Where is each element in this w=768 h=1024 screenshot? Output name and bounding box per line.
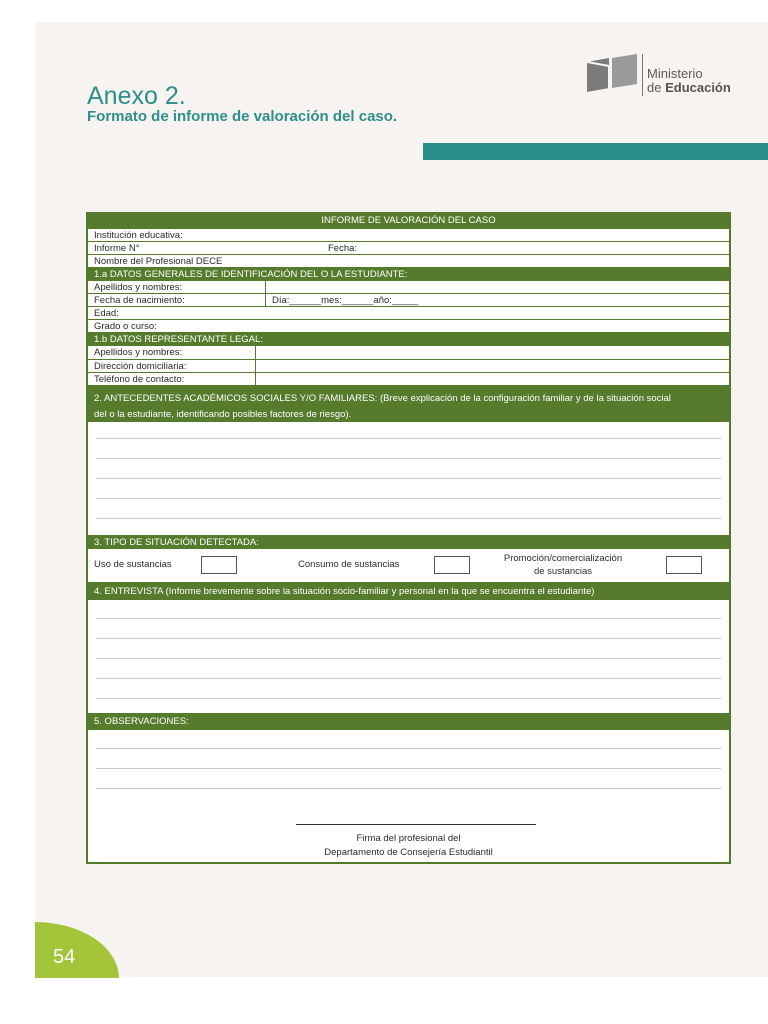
answer-line (96, 458, 721, 459)
observations-area[interactable] (88, 730, 729, 862)
section-5-header (88, 714, 729, 730)
logo-text-line1: Ministerio (647, 66, 703, 81)
document-page (35, 22, 768, 977)
option-promocion-line2: de sustancias (533, 566, 593, 577)
age-row[interactable] (88, 307, 729, 320)
date-label: Fecha: (328, 243, 358, 254)
student-name-label: Apellidos y nombres: (94, 282, 183, 293)
signature-line (296, 824, 536, 825)
institution-label: Institución educativa: (94, 230, 183, 241)
section-4-answer-area[interactable] (88, 600, 729, 714)
section-3-title: 3. TIPO DE SITUACIÓN DETECTADA: (94, 537, 259, 548)
logo-separator (642, 54, 643, 96)
section-1a-title: 1.a DATOS GENERALES DE IDENTIFICACIÓN DEL O LA ESTUDIANTE: (94, 269, 408, 280)
section-4-title: 4. ENTREVISTA (Informe brevemente sobre la situación socio-familiar y personal en la que se encuentra el estudiante) (94, 586, 595, 597)
rep-name-label: Apellidos y nombres: (94, 347, 183, 358)
professional-label: Nombre del Profesional DECE (94, 256, 223, 267)
section-4-header (88, 583, 729, 600)
section-2-title-line1: 2. ANTECEDENTES ACADÉMICOS SOCIALES Y/O FAMILIARES: (Breve explicación de la configuración familiar y de la situación social (94, 393, 671, 404)
section-1b-header (88, 333, 729, 346)
answer-line (96, 438, 721, 439)
address-label: Dirección domiciliaria: (94, 361, 187, 372)
answer-line (96, 638, 721, 639)
answer-line (96, 618, 721, 619)
professional-row[interactable] (88, 255, 729, 268)
section-2-answer-area[interactable] (88, 422, 729, 536)
answer-line (96, 678, 721, 679)
answer-line (96, 518, 721, 519)
section-2-header (88, 386, 729, 422)
student-name-row[interactable] (88, 281, 729, 294)
section-3-header (88, 536, 729, 549)
ministerio-logo (585, 54, 745, 100)
section-5-title: 5. OBSERVACIONES: (94, 716, 189, 727)
annex-title: Anexo 2. (87, 82, 186, 110)
phone-row[interactable] (88, 373, 729, 386)
rep-name-row[interactable] (88, 346, 729, 360)
book-logo-icon (585, 54, 639, 94)
section-2-title (94, 391, 671, 423)
section-2-title-line2: del o la estudiante, identificando posibles factores de riesgo). (94, 409, 352, 420)
signature-caption-line2: Departamento de Consejería Estudiantil (324, 847, 493, 858)
signature-caption (88, 832, 729, 860)
grade-label: Grado o curso: (94, 321, 157, 332)
report-number-row[interactable] (88, 242, 729, 255)
option-promocion-checkbox[interactable] (666, 556, 702, 574)
form-title: INFORME DE VALORACIÓN DEL CASO (321, 215, 496, 226)
answer-line (96, 498, 721, 499)
report-form (86, 212, 731, 864)
section-1b-title: 1.b DATOS REPRESENTANTE LEGAL: (94, 334, 263, 345)
answer-line (96, 478, 721, 479)
answer-line (96, 788, 721, 789)
section-1a-header (88, 268, 729, 281)
birth-date-fields: Día:______mes:______año:_____ (272, 295, 419, 306)
answer-line (96, 768, 721, 769)
age-label: Edad: (94, 308, 119, 319)
signature-caption-line1: Firma del profesional del (356, 833, 461, 844)
page-number: 54 (53, 946, 76, 968)
form-title-row (88, 214, 729, 229)
option-promocion-label (478, 552, 648, 578)
grade-row[interactable] (88, 320, 729, 333)
answer-line (96, 748, 721, 749)
answer-line (96, 698, 721, 699)
option-consumo-label: Consumo de sustancias (298, 559, 400, 570)
situation-type-row (88, 549, 729, 583)
birth-date-row[interactable] (88, 294, 729, 307)
teal-accent-bar (423, 143, 768, 160)
option-uso-label: Uso de sustancias (94, 559, 172, 570)
answer-line (96, 658, 721, 659)
option-uso-checkbox[interactable] (201, 556, 237, 574)
birth-date-label: Fecha de nacimiento: (94, 295, 185, 306)
report-number-label: Informe N° (94, 243, 140, 254)
phone-label: Teléfono de contacto: (94, 374, 185, 385)
logo-text-line2: de Educación (647, 80, 731, 95)
option-promocion-line1: Promoción/comercialización (503, 553, 623, 564)
option-consumo-checkbox[interactable] (434, 556, 470, 574)
institution-row[interactable] (88, 229, 729, 242)
address-row[interactable] (88, 360, 729, 373)
annex-subtitle: Formato de informe de valoración del caso. (87, 108, 398, 125)
